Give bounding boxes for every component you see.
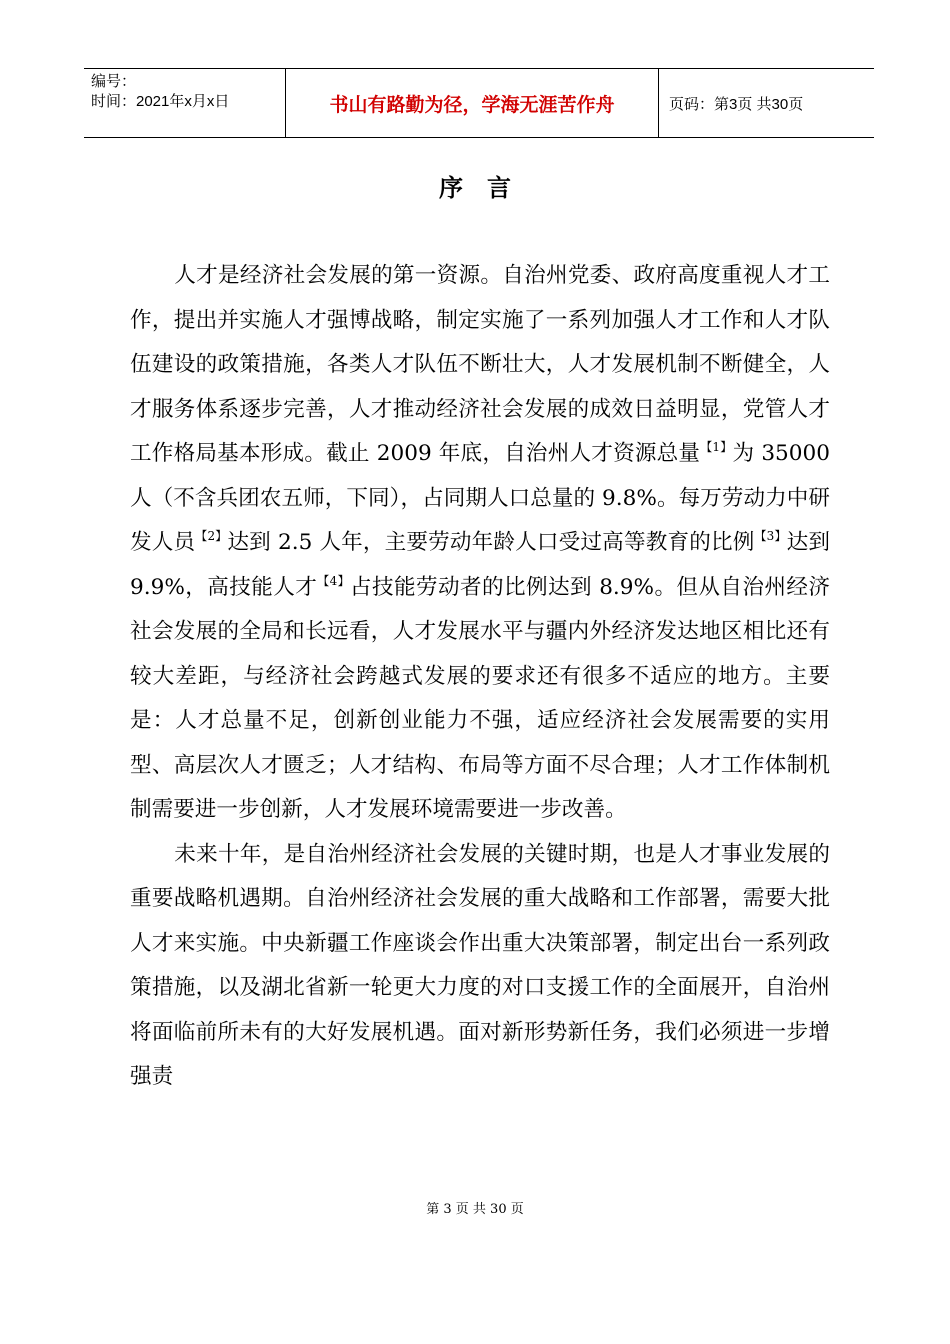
footnote-ref-1: 【1】 (700, 440, 733, 454)
paragraph-1-part-1: 人才是经济社会发展的第一资源。自治州党委、政府高度重视人才工作，提出并实施人才强博战略，制定实施了一系列加强人才工作和人才队伍建设的政策措施，各类人才队伍不断壮大，人才发展机制不断健全，人才服务体系逐步完善，人才推动经济社会发展的成效日益明显，党管人才工作格局基本形成。截止 2009 年底，自治州人才资源总量 (130, 263, 830, 466)
paragraph-1-part-2: 为 35000 人（不含兵团农五师，下同），占同期人口总量的 9.8%。每万劳动力中研发人员 (130, 441, 831, 555)
header-motto: 书山有路勤为径，学海无涯苦作舟 (329, 93, 615, 116)
paragraph-1-part-4: 达到 9.9%，高技能人才 (130, 530, 830, 600)
paragraph-1-part-3: 达到 2.5 人年，主要劳动年龄人口受过高等教育的比例 (227, 530, 755, 555)
paragraph-2: 未来十年，是自治州经济社会发展的关键时期，也是人才事业发展的重要战略机遇期。自治州经济社会发展的重大战略和工作部署，需要大批人才来实施。中央新疆工作座谈会作出重大决策部署，制定出台一系列政策措施，以及湖北省新一轮更大力度的对口支援工作的全面展开，自治州将面临前所未有的大好发展机遇。面对新形势新任务，我们必须进一步增强责 (130, 841, 830, 1089)
page-title: 序言 (439, 174, 535, 202)
paragraph-1 (130, 254, 830, 833)
header-motto-cell (286, 69, 659, 137)
footnote-ref-2: 【2】 (195, 529, 228, 543)
header-page-info: 页码：第3页 共30页 (669, 95, 804, 113)
page-header (84, 68, 874, 138)
body-text (130, 254, 830, 1100)
header-page-cell (659, 69, 874, 137)
header-meta (84, 69, 286, 137)
footnote-ref-3: 【3】 (754, 529, 787, 543)
footnote-ref-4: 【4】 (317, 573, 351, 588)
paragraph-1-part-5: 占技能劳动者的比例达到 8.9%。但从自治州经济社会发展的全局和长远看，人才发展水平与疆内外经济发达地区相比还有较大差距，与经济社会跨越式发展的要求还有很多不适应的地方。主要是：人才总量不足，创新创业能力不强，适应经济社会发展需要的实用型、高层次人才匮乏；人才结构、布局等方面不尽合理；人才工作体制机制需要进一步创新，人才发展环境需要进一步改善。 (130, 574, 830, 822)
time-label: 时间：2021年x月x日 (91, 93, 230, 110)
page-footer: 第 3 页 共 30 页 (426, 1202, 524, 1217)
number-label: 编号： (91, 73, 137, 90)
